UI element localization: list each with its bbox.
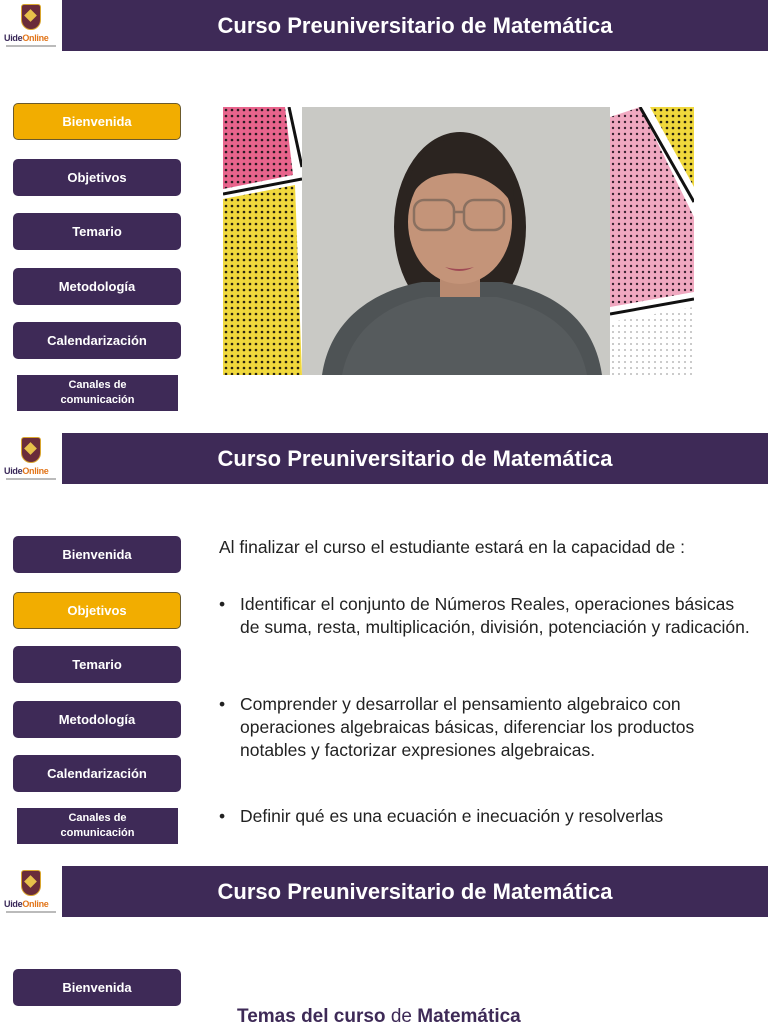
shield-icon xyxy=(21,437,41,463)
shield-icon xyxy=(21,870,41,896)
nav-canales-button[interactable]: Canales de comunicación xyxy=(17,375,178,411)
uide-online-logo: UideOnline xyxy=(4,435,58,483)
slide-objetivos xyxy=(0,433,768,866)
slide-temario xyxy=(0,866,768,1024)
list-item: • Comprender y desarrollar el pensamiento algebraico con operaciones algebraicas básicas, diferenciar los productos notables y factorizar expresiones algebraicas. xyxy=(219,693,750,762)
nav-canales-button[interactable]: Canales de comunicación xyxy=(17,808,178,844)
nav-bienvenida-button[interactable]: Bienvenida xyxy=(13,103,181,140)
nav-objetivos-button[interactable]: Objetivos xyxy=(13,592,181,629)
nav-objetivos-button[interactable]: Objetivos xyxy=(13,159,181,196)
presenter-person-icon xyxy=(302,107,610,375)
slide-bienvenida xyxy=(0,0,768,433)
nav-temario-button[interactable]: Temario xyxy=(13,213,181,250)
nav-bienvenida-button[interactable]: Bienvenida xyxy=(13,969,181,1006)
presenter-video-frame xyxy=(302,107,610,375)
objetivos-list xyxy=(219,805,750,828)
temario-title: Temas del curso de Matemática xyxy=(237,1006,521,1027)
list-item: • Identificar el conjunto de Números Reales, operaciones básicas de suma, resta, multiplicación, división, potenciación y radicación. xyxy=(219,593,750,639)
objetivos-intro: Al finalizar el curso el estudiante estará en la capacidad de : xyxy=(219,537,685,557)
page-title: Curso Preuniversitario de Matemática xyxy=(62,433,768,484)
nav-metodologia-button[interactable]: Metodología xyxy=(13,268,181,305)
uide-online-logo: UideOnline xyxy=(4,868,58,916)
shield-icon xyxy=(21,4,41,30)
nav-calendarizacion-button[interactable]: Calendarización xyxy=(13,322,181,359)
uide-online-logo: UideOnline xyxy=(4,2,58,50)
welcome-video[interactable] xyxy=(223,107,694,375)
objetivos-list xyxy=(219,693,750,762)
list-item: • Definir qué es una ecuación e inecuación y resolverlas xyxy=(219,805,750,828)
popart-right-decoration xyxy=(610,107,694,375)
page-title: Curso Preuniversitario de Matemática xyxy=(62,0,768,51)
popart-left-decoration xyxy=(223,107,302,375)
objetivos-list xyxy=(219,593,750,639)
nav-temario-button[interactable]: Temario xyxy=(13,646,181,683)
nav-calendarizacion-button[interactable]: Calendarización xyxy=(13,755,181,792)
page-title: Curso Preuniversitario de Matemática xyxy=(62,866,768,917)
nav-metodologia-button[interactable]: Metodología xyxy=(13,701,181,738)
nav-bienvenida-button[interactable]: Bienvenida xyxy=(13,536,181,573)
